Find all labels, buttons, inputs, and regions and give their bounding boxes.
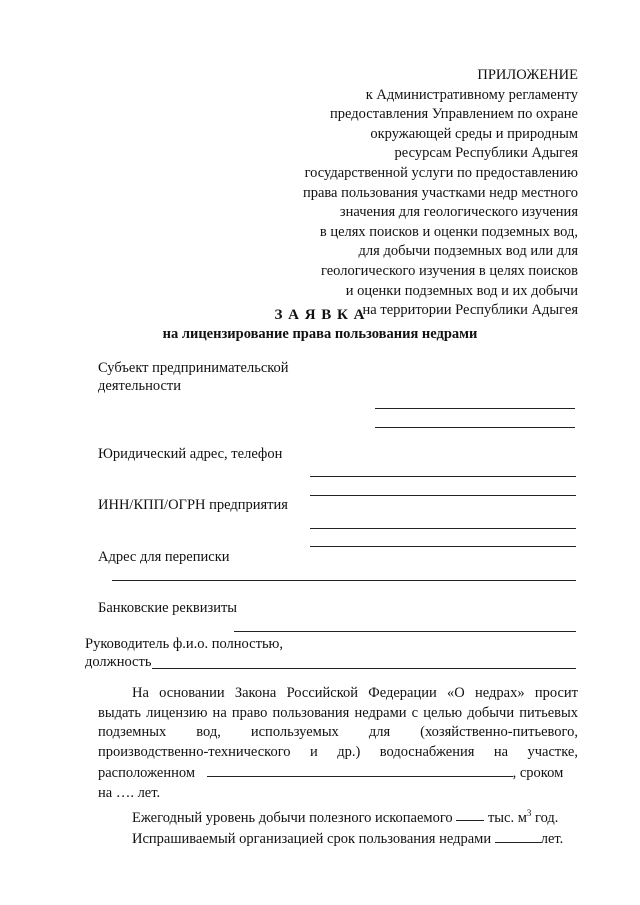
production-label: Ежегодный уровень добычи полезного ископаемого <box>132 809 453 826</box>
legal-address-label: Юридический адрес, телефон <box>98 446 283 462</box>
location-input-line[interactable] <box>207 762 513 777</box>
term-request-label: Испрашиваемый организацией срок пользования недрами <box>132 830 492 847</box>
appendix-line: значения для геологического изучения <box>339 204 578 221</box>
head-input-line[interactable] <box>152 668 576 669</box>
appendix-line: и оценки подземных вод и их добычи <box>345 282 578 299</box>
head-label: Руководитель ф.и.о. полностью, <box>85 636 284 652</box>
term-label: , сроком <box>512 765 564 782</box>
production-unit: тыс. м <box>487 809 527 826</box>
paragraph-line <box>98 828 578 850</box>
head-label-cont: должность <box>85 654 152 670</box>
subject-label: Субъект предпринимательской <box>98 360 289 376</box>
bank-input-line[interactable] <box>234 631 576 632</box>
mail-address-label: Адрес для переписки <box>98 549 230 565</box>
mail-address-input-line[interactable] <box>112 580 576 581</box>
main-paragraph <box>98 684 578 850</box>
appendix-line: ресурсам Республики Адыгея <box>394 145 578 162</box>
inn-input-line[interactable] <box>310 528 576 529</box>
document-subtitle: на лицензирование права пользования недрами <box>162 326 478 342</box>
paragraph-line <box>98 804 578 828</box>
subject-input-line-2[interactable] <box>375 427 575 428</box>
paragraph-line: производственно-технического и др.) водоснабжения на участке, <box>98 743 578 760</box>
legal-address-input-line-2[interactable] <box>310 495 576 496</box>
appendix-line: ПРИЛОЖЕНИЕ <box>477 67 578 83</box>
paragraph-line <box>98 762 578 784</box>
appendix-line: государственной услуги по предоставлению <box>304 164 578 181</box>
production-unit-sup: 3 <box>526 807 532 818</box>
bank-label: Банковские реквизиты <box>98 600 238 616</box>
appendix-line: геологического изучения в целях поисков <box>320 262 578 279</box>
appendix-line: права пользования участками недр местного <box>302 184 578 201</box>
production-input-line[interactable] <box>456 806 484 821</box>
subject-input-line[interactable] <box>375 408 575 409</box>
appendix-line: предоставления Управлением по охране <box>330 106 578 123</box>
appendix-header <box>303 66 578 321</box>
appendix-line: на территории Республики Адыгея <box>362 302 578 319</box>
paragraph-line: выдать лицензию на право пользования недрами с целью добычи питьевых <box>98 704 578 721</box>
location-label: расположенном <box>98 765 195 782</box>
term-request-unit: лет. <box>540 830 564 847</box>
appendix-line: к Административному регламенту <box>365 86 578 103</box>
paragraph-line: на …. лет. <box>98 784 161 801</box>
paragraph-line: подземных вод, используемых для (хозяйственно-питьевого, <box>98 724 578 741</box>
paragraph-line: На основании Закона Российской Федерации «О недрах» просит <box>132 685 578 701</box>
inn-label: ИНН/КПП/ОГРН предприятия <box>98 497 288 513</box>
appendix-line: для добычи подземных вод или для <box>358 243 578 260</box>
production-unit-tail: год. <box>531 809 559 826</box>
term-request-input-line[interactable] <box>495 828 541 843</box>
inn-input-line-2[interactable] <box>310 546 576 547</box>
legal-address-input-line[interactable] <box>310 476 576 477</box>
appendix-line: окружающей среды и природным <box>370 125 578 142</box>
subject-label-cont: деятельности <box>98 378 182 394</box>
document-title: З А Я В К А <box>274 307 366 323</box>
appendix-line: в целях поисков и оценки подземных вод, <box>319 223 578 240</box>
